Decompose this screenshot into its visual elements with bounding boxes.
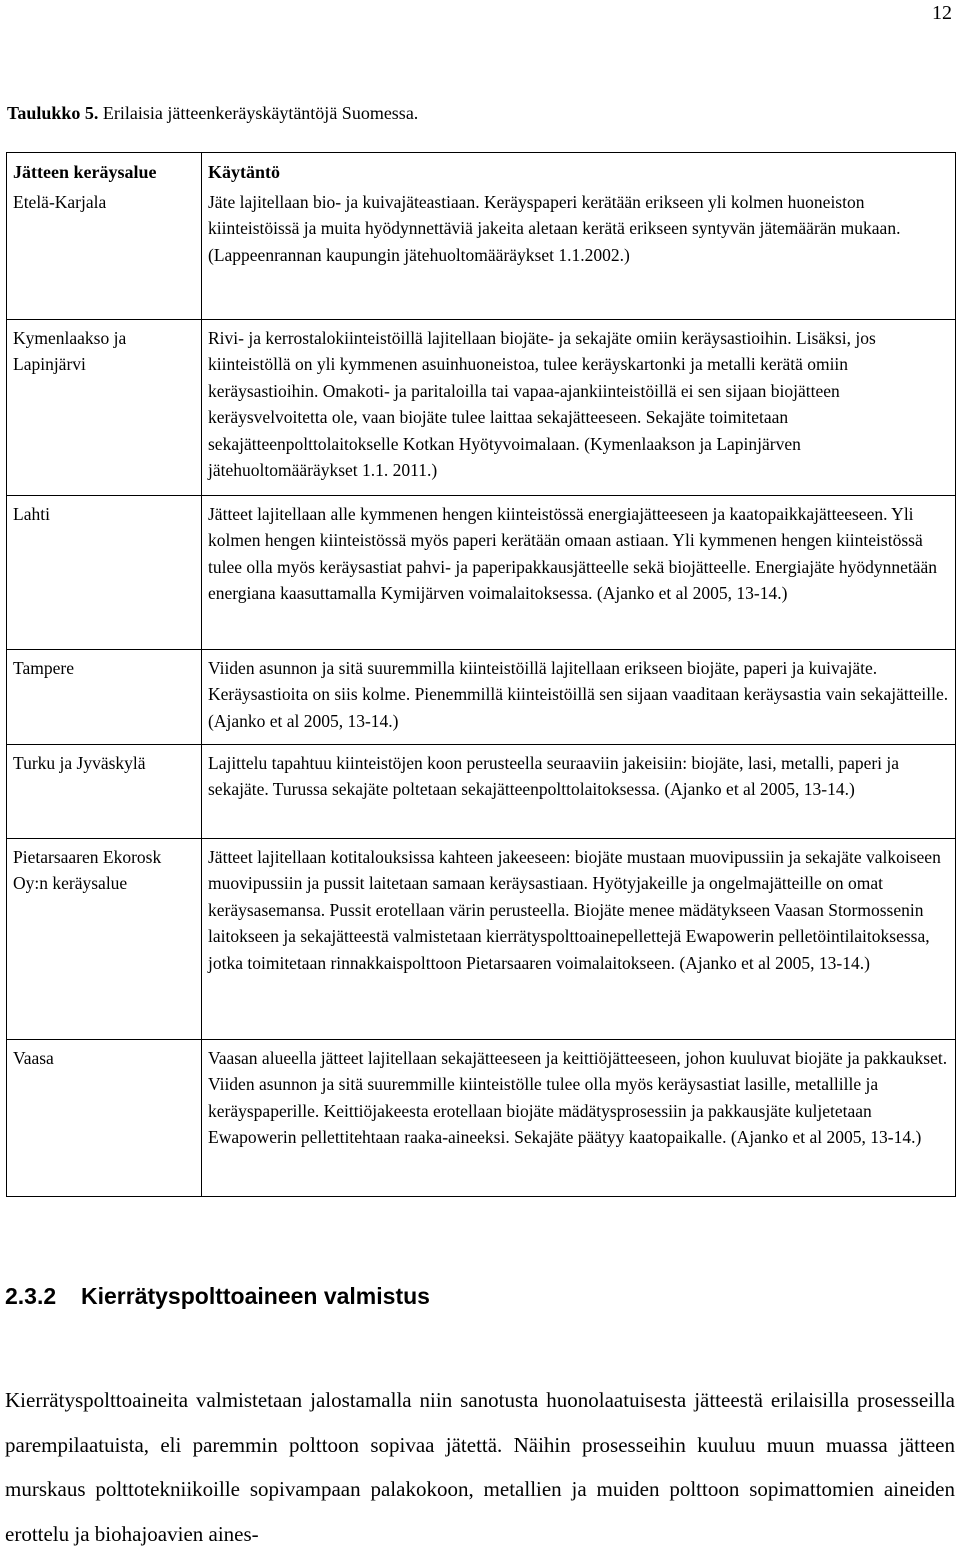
area-cell: Pietarsaaren Ekorosk Oy:n keräysalue bbox=[7, 838, 202, 1039]
area-cell: Etelä-Karjala bbox=[7, 188, 202, 320]
table-row bbox=[7, 838, 956, 1039]
table-row bbox=[7, 744, 956, 838]
practice-cell: Lajittelu tapahtuu kiinteistöjen koon perusteella seuraaviin jakeisiin: biojäte, lasi, metalli, paperi ja sekajäte. Turussa sekajäte poltetaan sekajätteenpolttolaitoksessa. (Ajanko et al 2005, 13-14.) bbox=[202, 744, 956, 838]
table-row bbox=[7, 188, 956, 320]
area-cell: Tampere bbox=[7, 649, 202, 744]
table-header-row bbox=[7, 153, 956, 188]
practice-cell: Jätteet lajitellaan kotitalouksissa kahteen jakeeseen: biojäte mustaan muovipussiin ja sekajäte valkoiseen muovipussiin ja pussit laitetaan samaan keräysastiaan. Hyötyjakeille ja ongelmajätteille on omat keräysasemansa. Pussit erotellaan värin perusteella. Biojäte menee mädätykseen Vaasan Stormossenin laitokseen ja sekajätteestä valmistetaan kierrätyspolttoainepellettejä Ewapowerin pelletöintilaitoksessa, jotka toimitetaan rinnakkaispolttoon Pietarsaaren voimalaitokseen. (Ajanko et al 2005, 13-14.) bbox=[202, 838, 956, 1039]
table-caption-text: Erilaisia jätteenkeräyskäytäntöjä Suomessa. bbox=[98, 103, 419, 123]
practice-cell: Viiden asunnon ja sitä suuremmilla kiinteistöillä lajitellaan erikseen biojäte, paperi ja kuivajäte. Keräysastioita on siis kolme. Pienemmillä kiinteistöillä sen sijaan vaaditaan keräysastia vain sekajätteille. (Ajanko et al 2005, 13-14.) bbox=[202, 649, 956, 744]
practice-cell: Vaasan alueella jätteet lajitellaan sekajätteeseen ja keittiöjätteeseen, johon kuuluvat biojäte ja pakkaukset. Viiden asunnon ja sitä suuremmille kiinteistölle tulee olla myös keräysastiat lasille, metallille ja keräyspaperille. Keittiöjakeesta erotellaan biojäte mädätysprosessiin ja pakkausjäte kuljetetaan Ewapowerin pellettitehtaan raaka-aineeksi. Sekajäte päätyy kaatopaikalle. (Ajanko et al 2005, 13-14.) bbox=[202, 1039, 956, 1196]
header-practice: Käytäntö bbox=[202, 153, 956, 188]
table-row bbox=[7, 319, 956, 495]
practice-cell: Jätteet lajitellaan alle kymmenen hengen kiinteistössä energiajätteeseen ja kaatopaikkajätteeseen. Yli kolmen hengen kiinteistössä myös paperi kerätään omaan astiaan. Yli kymmenen hengen kiinteistössä tulee olla myös keräysastiat pahvi- ja paperipakkausjätteelle sekä biojätteelle. Energiajäte hyödynnetään energiana kaasuttamalla Kymijärven voimalaitoksessa. (Ajanko et al 2005, 13-14.) bbox=[202, 495, 956, 649]
section-heading bbox=[5, 1283, 430, 1310]
area-cell: Kymenlaakso ja Lapinjärvi bbox=[7, 319, 202, 495]
page-number: 12 bbox=[932, 2, 952, 24]
waste-collection-table bbox=[6, 152, 956, 1197]
area-cell: Lahti bbox=[7, 495, 202, 649]
table-row bbox=[7, 495, 956, 649]
practice-cell: Rivi- ja kerrostalokiinteistöillä lajitellaan biojäte- ja sekajäte omiin keräysastioihin. Lisäksi, jos kiinteistöllä on yli kymmenen asuinhuoneistoa, tulee keräyskartonki ja metalli kerätä omiin keräysastioihin. Omakoti- ja paritaloilla tai vapaa-ajankiinteistöillä ei sen sijaan biojätteen keräysvelvoitetta ole, vaan biojäte tulee laittaa sekajätteeseen. Sekajäte toimitetaan sekajätteenpolttolaitokselle Kotkan Hyötyvoimalaan. (Kymenlaakson ja Lapinjärven jätehuoltomääräykset 1.1. 2011.) bbox=[202, 319, 956, 495]
table-row bbox=[7, 1039, 956, 1196]
table-caption-label: Taulukko 5. bbox=[7, 103, 99, 123]
practice-cell: Jäte lajitellaan bio- ja kuivajäteastiaan. Keräyspaperi kerätään erikseen yli kolmen huoneiston kiinteistöissä ja muita hyödynnettäviä jakeita aletaan kerätä erikseen syntyvän jätemäärän mukaan. (Lappeenrannan kaupungin jätehuoltomääräykset 1.1.2002.) bbox=[202, 188, 956, 320]
section-title: Kierrätyspolttoaineen valmistus bbox=[81, 1283, 430, 1309]
area-cell: Vaasa bbox=[7, 1039, 202, 1196]
section-number: 2.3.2 bbox=[5, 1283, 57, 1309]
table-row bbox=[7, 649, 956, 744]
header-area: Jätteen keräysalue bbox=[7, 153, 202, 188]
table-caption bbox=[7, 103, 418, 124]
body-paragraph: Kierrätyspolttoaineita valmistetaan jalostamalla niin sanotusta huonolaatuisesta jätteestä erilaisilla prosesseilla parempilaatuista, eli paremmin polttoon sopivaa jätettä. Näihin prosesseihin kuuluu muun muassa jätteen murskaus polttotekniikoille sopivampaan palakokoon, metallien ja muiden polttoon sopimattomien aineiden erottelu ja biohajoavien aines- bbox=[5, 1388, 955, 1546]
area-cell: Turku ja Jyväskylä bbox=[7, 744, 202, 838]
